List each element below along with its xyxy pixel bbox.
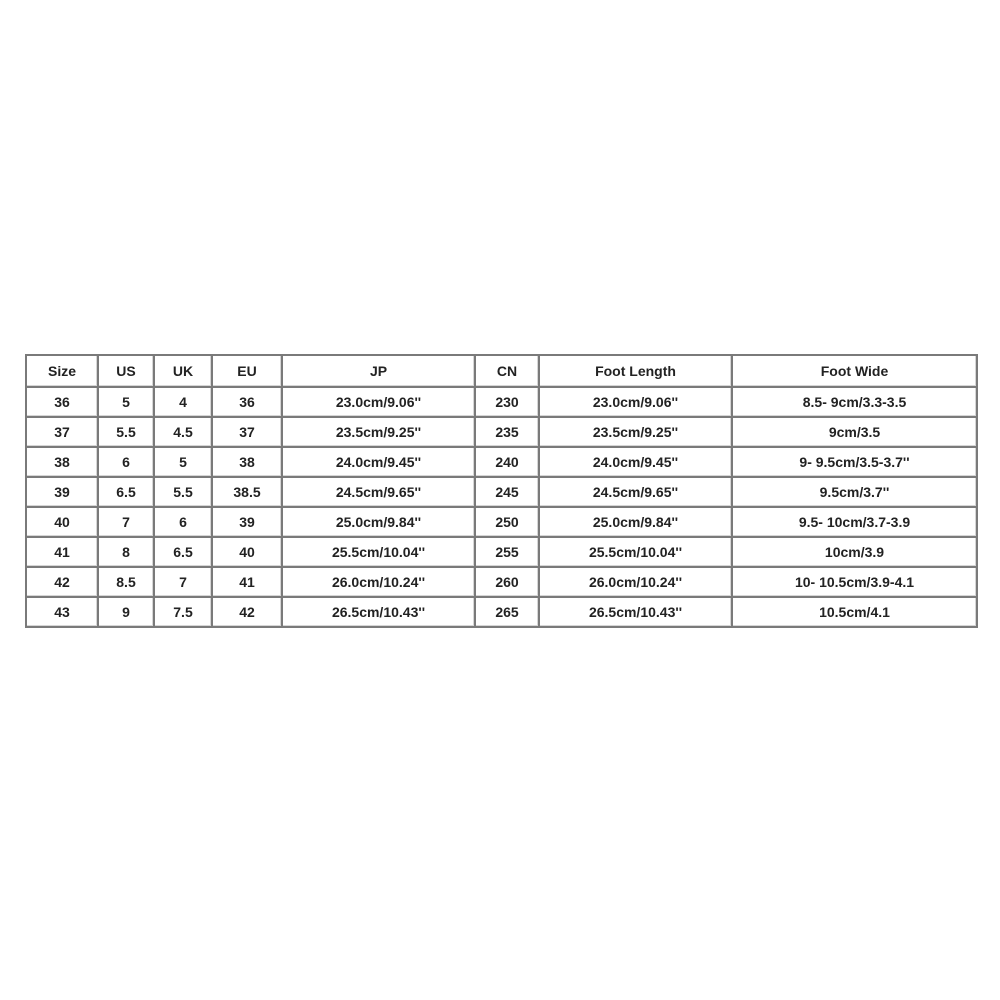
- header-size: Size: [27, 356, 99, 388]
- cell-foot-wide: 9cm/3.5: [733, 418, 978, 448]
- cell-foot-length: 25.5cm/10.04'': [540, 538, 733, 568]
- table-header: [27, 356, 978, 388]
- cell-jp: 26.5cm/10.43'': [283, 598, 476, 628]
- cell-foot-wide: 10.5cm/4.1: [733, 598, 978, 628]
- cell-cn: 250: [476, 508, 540, 538]
- cell-cn: 245: [476, 478, 540, 508]
- size-chart-table: [25, 354, 978, 628]
- cell-size: 38: [27, 448, 99, 478]
- cell-foot-length: 24.5cm/9.65'': [540, 478, 733, 508]
- cell-eu: 39: [213, 508, 283, 538]
- cell-size: 41: [27, 538, 99, 568]
- cell-foot-wide: 10- 10.5cm/3.9-4.1: [733, 568, 978, 598]
- cell-eu: 40: [213, 538, 283, 568]
- cell-size: 36: [27, 388, 99, 418]
- cell-cn: 255: [476, 538, 540, 568]
- cell-eu: 42: [213, 598, 283, 628]
- cell-size: 39: [27, 478, 99, 508]
- cell-jp: 24.5cm/9.65'': [283, 478, 476, 508]
- header-eu: EU: [213, 356, 283, 388]
- cell-foot-wide: 10cm/3.9: [733, 538, 978, 568]
- table-row: [27, 388, 978, 418]
- table-row: [27, 448, 978, 478]
- cell-foot-wide: 8.5- 9cm/3.3-3.5: [733, 388, 978, 418]
- cell-us: 8: [99, 538, 155, 568]
- header-row: [27, 356, 978, 388]
- cell-foot-length: 23.0cm/9.06'': [540, 388, 733, 418]
- cell-size: 37: [27, 418, 99, 448]
- cell-foot-length: 26.5cm/10.43'': [540, 598, 733, 628]
- cell-us: 8.5: [99, 568, 155, 598]
- cell-uk: 6: [155, 508, 213, 538]
- cell-us: 6.5: [99, 478, 155, 508]
- cell-jp: 24.0cm/9.45'': [283, 448, 476, 478]
- cell-size: 40: [27, 508, 99, 538]
- cell-uk: 5.5: [155, 478, 213, 508]
- cell-jp: 23.0cm/9.06'': [283, 388, 476, 418]
- cell-uk: 4.5: [155, 418, 213, 448]
- cell-foot-wide: 9- 9.5cm/3.5-3.7'': [733, 448, 978, 478]
- header-foot-length: Foot Length: [540, 356, 733, 388]
- table-row: [27, 508, 978, 538]
- cell-cn: 230: [476, 388, 540, 418]
- header-foot-wide: Foot Wide: [733, 356, 978, 388]
- cell-foot-length: 23.5cm/9.25'': [540, 418, 733, 448]
- cell-jp: 26.0cm/10.24'': [283, 568, 476, 598]
- cell-size: 43: [27, 598, 99, 628]
- cell-eu: 41: [213, 568, 283, 598]
- cell-uk: 7: [155, 568, 213, 598]
- cell-jp: 25.5cm/10.04'': [283, 538, 476, 568]
- cell-cn: 235: [476, 418, 540, 448]
- cell-foot-wide: 9.5cm/3.7'': [733, 478, 978, 508]
- cell-eu: 37: [213, 418, 283, 448]
- header-jp: JP: [283, 356, 476, 388]
- cell-jp: 23.5cm/9.25'': [283, 418, 476, 448]
- cell-jp: 25.0cm/9.84'': [283, 508, 476, 538]
- cell-size: 42: [27, 568, 99, 598]
- header-cn: CN: [476, 356, 540, 388]
- header-uk: UK: [155, 356, 213, 388]
- cell-foot-length: 25.0cm/9.84'': [540, 508, 733, 538]
- cell-us: 9: [99, 598, 155, 628]
- cell-cn: 240: [476, 448, 540, 478]
- table-body: [27, 388, 978, 628]
- cell-foot-length: 26.0cm/10.24'': [540, 568, 733, 598]
- cell-uk: 7.5: [155, 598, 213, 628]
- cell-eu: 38.5: [213, 478, 283, 508]
- cell-eu: 36: [213, 388, 283, 418]
- cell-us: 7: [99, 508, 155, 538]
- cell-uk: 6.5: [155, 538, 213, 568]
- cell-cn: 265: [476, 598, 540, 628]
- cell-foot-wide: 9.5- 10cm/3.7-3.9: [733, 508, 978, 538]
- header-us: US: [99, 356, 155, 388]
- table-row: [27, 418, 978, 448]
- cell-uk: 4: [155, 388, 213, 418]
- table-row: [27, 478, 978, 508]
- cell-us: 5.5: [99, 418, 155, 448]
- table-row: [27, 538, 978, 568]
- table-row: [27, 598, 978, 628]
- cell-cn: 260: [476, 568, 540, 598]
- cell-us: 5: [99, 388, 155, 418]
- cell-uk: 5: [155, 448, 213, 478]
- cell-us: 6: [99, 448, 155, 478]
- table-row: [27, 568, 978, 598]
- cell-foot-length: 24.0cm/9.45'': [540, 448, 733, 478]
- cell-eu: 38: [213, 448, 283, 478]
